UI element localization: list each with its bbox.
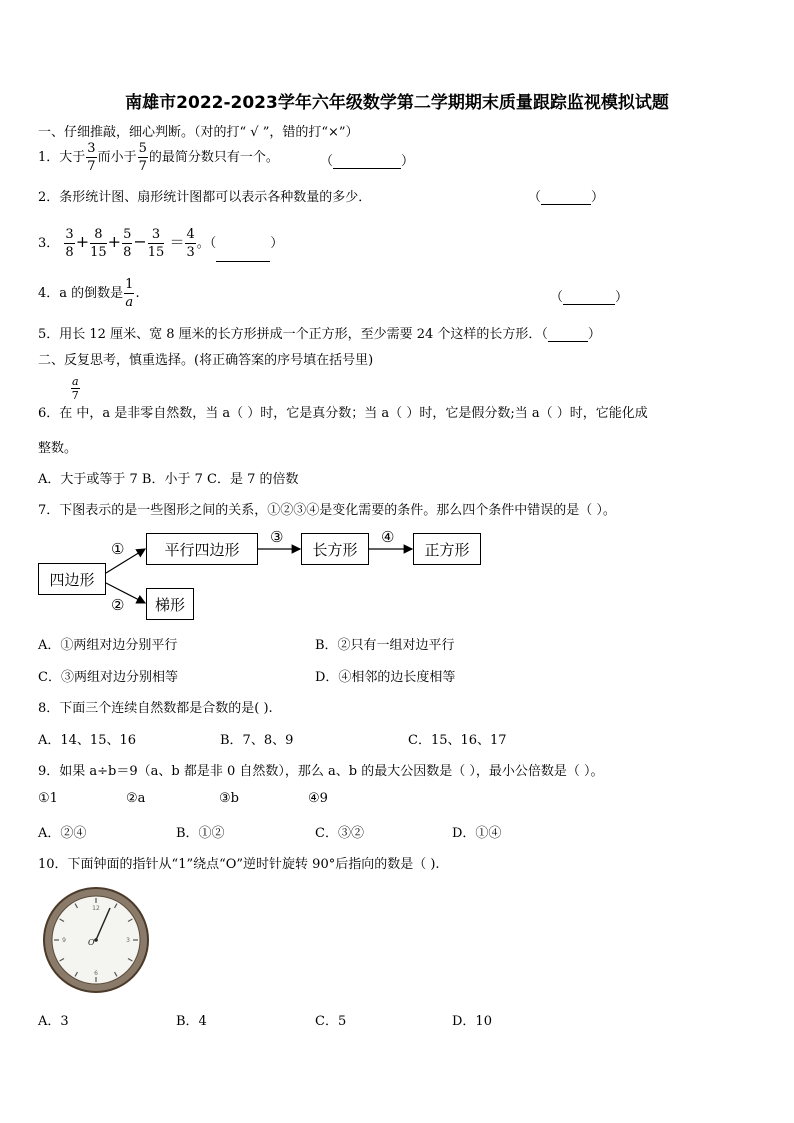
question-4: 4．a 的倒数是 $\frac{1}{a}$ . xyxy=(38,277,140,310)
q8-option-c[interactable]: C．15、16、17 xyxy=(408,733,507,748)
fraction: $\frac{5}{7}$ xyxy=(138,141,147,174)
q7-option-a[interactable]: A．①两组对边分别平行 xyxy=(38,638,178,653)
answer-blank-4[interactable]: （ ） xyxy=(550,290,629,305)
q7-option-d[interactable]: D．④相邻的边长度相等 xyxy=(315,670,456,685)
section-1-heading: 一、仔细推敲，细心判断。（对的打“ √ ”，错的打“×”） xyxy=(38,125,359,140)
question-10: 10．下面钟面的指针从“1”绕点“O”逆时针旋转 90°后指向的数是（ ). xyxy=(38,857,440,872)
clock-number-6: 6 xyxy=(94,970,98,977)
q8-option-b[interactable]: B．7、8、9 xyxy=(220,733,294,748)
q9-option-c[interactable]: C．③② xyxy=(315,826,364,841)
fraction: $\frac{3}{7}$ xyxy=(87,141,96,174)
question-2: 2．条形统计图、扇形统计图都可以表示各种数量的多少． xyxy=(38,190,372,205)
question-6: 6．在 中，a 是非零自然数，当 a（ ）时，它是真分数；当 a（ ）时，它是假分数;当 a（ ）时，它能化成 xyxy=(38,406,648,421)
center-label-o: O xyxy=(88,938,95,947)
answer-blank-1[interactable]: （ ） xyxy=(320,154,415,169)
clock-number-3: 3 xyxy=(126,937,130,944)
q9-choice-4: ④9 xyxy=(308,791,328,806)
q10-option-c[interactable]: C．5 xyxy=(315,1014,347,1029)
q7-option-b[interactable]: B．②只有一组对边平行 xyxy=(315,638,455,653)
question-3: 3． $\frac{3}{8}$ + $\frac{8}{15}$ + $\frac{5}{8}$ − $\frac{3}{15}$ ＝ $\frac{4}{3}$ 。（ ） xyxy=(38,227,284,260)
q9-choice-2: ②a xyxy=(126,791,146,806)
condition-2-label: ② xyxy=(111,596,125,614)
q10-option-a[interactable]: A．3 xyxy=(38,1014,69,1029)
box-square: 正方形 xyxy=(413,533,481,565)
clock-face xyxy=(40,884,152,996)
condition-3-label: ③ xyxy=(270,528,284,546)
q9-choice-1: ①1 xyxy=(38,791,58,806)
box-quadrilateral: 四边形 xyxy=(38,563,106,595)
box-parallelogram: 平行四边形 xyxy=(146,533,258,565)
fraction-a-over-7: a 7 xyxy=(71,375,79,402)
q9-option-a[interactable]: A．②④ xyxy=(38,826,87,841)
question-9: 9．如果 a÷b＝9（a、b 都是非 0 自然数），那么 a、b 的最大公因数是（ ），最小公倍数是（ ）。 xyxy=(38,764,604,779)
q8-option-a[interactable]: A．14、15、16 xyxy=(38,733,137,748)
q7-option-c[interactable]: C．③两组对边分别相等 xyxy=(38,670,178,685)
question-5: 5．用长 12 厘米、宽 8 厘米的长方形拼成一个正方形，至少需要 24 个这样的长方形．（ ） xyxy=(38,327,601,342)
condition-4-label: ④ xyxy=(381,528,395,546)
q10-option-d[interactable]: D．10 xyxy=(452,1014,492,1029)
clock-number-9: 9 xyxy=(62,937,66,944)
box-rectangle: 长方形 xyxy=(301,533,369,565)
section-2-heading: 二、反复思考，慎重选择。(将正确答案的序号填在括号里) xyxy=(38,353,374,368)
condition-1-label: ① xyxy=(111,540,125,558)
q9-option-d[interactable]: D．①④ xyxy=(452,826,502,841)
page-title: 南雄市2022-2023学年六年级数学第二学期期末质量跟踪监视模拟试题 xyxy=(125,93,669,113)
q10-option-b[interactable]: B．4 xyxy=(176,1014,207,1029)
box-trapezoid: 梯形 xyxy=(146,588,194,620)
question-6-cont: 整数。 xyxy=(38,441,78,456)
question-7: 7．下图表示的是一些图形之间的关系，①②③④是变化需要的条件。那么四个条件中错误的是（ ）。 xyxy=(38,503,616,518)
question-6-options: A．大于或等于 7 B．小于 7 C．是 7 的倍数 xyxy=(38,472,299,487)
q9-choice-3: ③b xyxy=(219,791,239,806)
question-8: 8．下面三个连续自然数都是合数的是( ). xyxy=(38,701,273,716)
clock-number-12: 12 xyxy=(92,905,100,912)
q9-option-b[interactable]: B．①② xyxy=(176,826,225,841)
answer-blank-2[interactable]: （ ） xyxy=(528,190,605,205)
question-1: 1．大于 $\frac{3}{7}$ 而小于 $\frac{5}{7}$ 的最简分数只有一个。 xyxy=(38,141,279,174)
